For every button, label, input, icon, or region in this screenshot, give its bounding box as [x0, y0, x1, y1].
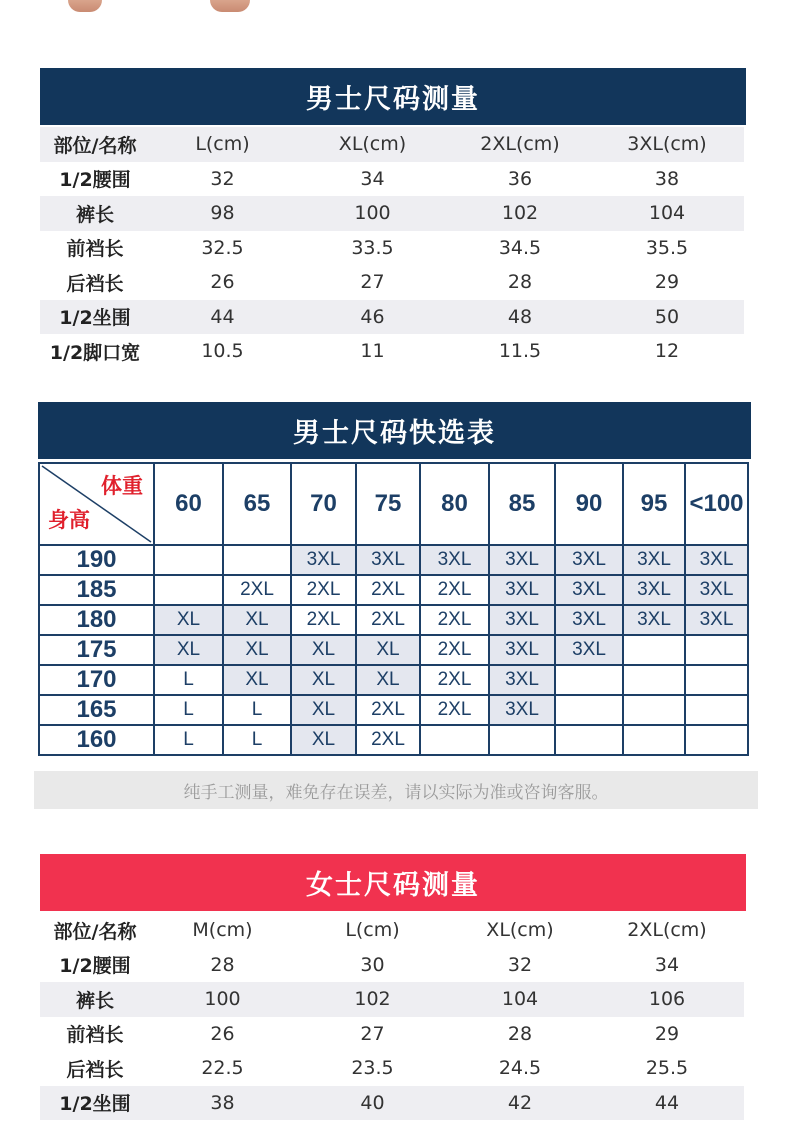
size-cell: 3XL: [291, 545, 356, 575]
table-cell: 48: [507, 305, 533, 328]
size-cell: 2XL: [420, 665, 489, 695]
size-cell: 3XL: [356, 545, 420, 575]
row-label: 裤长: [75, 989, 114, 1012]
table-cell: 33.5: [351, 236, 394, 259]
height-cell: 180: [39, 605, 154, 635]
size-cell: XL: [356, 665, 420, 695]
row-label: 1/2脚口宽: [49, 341, 141, 364]
table-cell: 11.5: [498, 340, 542, 363]
size-cell: XL: [223, 605, 291, 635]
table-cell: 36: [507, 167, 533, 190]
size-cell: XL: [356, 635, 420, 665]
size-cell: [489, 725, 555, 755]
size-cell: XL: [291, 695, 356, 725]
table-cell: 34: [360, 167, 385, 190]
size-cell: [623, 725, 685, 755]
height-row: [39, 695, 748, 725]
weight-header: 85: [489, 463, 555, 545]
height-row: [39, 605, 748, 635]
size-cell: 2XL: [356, 575, 420, 605]
table-cell: 104: [501, 988, 539, 1011]
height-row: [39, 575, 748, 605]
table-cell: 27: [360, 271, 385, 294]
size-cell: 3XL: [685, 605, 748, 635]
table-cell: 34.5: [498, 236, 542, 259]
size-cell: 3XL: [555, 605, 623, 635]
height-cell: 185: [39, 575, 154, 605]
table-cell: 28: [507, 271, 533, 294]
table-cell: 102: [354, 988, 391, 1011]
table-cell: 42: [507, 1091, 533, 1114]
size-cell: 3XL: [489, 545, 555, 575]
mens-measure-table: [40, 127, 744, 369]
table-cell: 100: [204, 988, 241, 1011]
mens-measure-title: 男士尺码测量: [40, 68, 746, 125]
mens-quick-table: [38, 462, 749, 756]
table-cell: 29: [654, 1022, 680, 1045]
row-label: 前裆长: [66, 238, 124, 261]
weight-header: 75: [356, 463, 420, 545]
size-cell: 2XL: [223, 575, 291, 605]
size-cell: 3XL: [555, 575, 623, 605]
size-cell: XL: [291, 665, 356, 695]
size-cell: L: [223, 725, 291, 755]
size-cell: [555, 665, 623, 695]
header-cell: 2XL(cm): [627, 919, 707, 942]
size-cell: 3XL: [489, 575, 555, 605]
table-row: [40, 265, 744, 300]
size-cell: [623, 665, 685, 695]
table-cell: 38: [654, 167, 680, 190]
weight-header: 65: [223, 463, 291, 545]
table-row: [40, 1017, 744, 1052]
row-label: 1/2坐围: [59, 1093, 131, 1116]
corner-cell: [39, 463, 154, 545]
table-cell: 22.5: [201, 1057, 244, 1080]
table-row: [40, 1086, 744, 1121]
height-cell: 190: [39, 545, 154, 575]
womens-measure-title: 女士尺码测量: [40, 854, 746, 911]
table-cell: 23.5: [351, 1057, 394, 1080]
size-cell: [623, 695, 685, 725]
table-cell: 104: [648, 202, 686, 225]
table-row: [40, 334, 744, 369]
table-cell: 10.5: [201, 340, 244, 363]
foot-image: [68, 0, 102, 12]
table-cell: 32.5: [201, 236, 244, 259]
weight-header: 95: [623, 463, 685, 545]
table-cell: 98: [210, 202, 235, 225]
size-cell: 3XL: [489, 665, 555, 695]
height-label: 身高: [48, 509, 90, 532]
table-row: [40, 982, 744, 1017]
size-cell: 3XL: [555, 545, 623, 575]
size-cell: XL: [154, 635, 223, 665]
table-cell: 50: [654, 305, 680, 328]
weight-header: 90: [555, 463, 623, 545]
size-cell: [154, 575, 223, 605]
height-row: [39, 665, 748, 695]
size-cell: 3XL: [489, 605, 555, 635]
height-cell: 160: [39, 725, 154, 755]
row-label: 1/2坐围: [59, 307, 131, 330]
size-cell: XL: [154, 605, 223, 635]
size-cell: 2XL: [291, 605, 356, 635]
size-cell: L: [154, 695, 223, 725]
table-cell: 26: [210, 1022, 235, 1045]
height-cell: 170: [39, 665, 154, 695]
row-label: 1/2腰围: [59, 955, 131, 978]
size-cell: 3XL: [555, 635, 623, 665]
size-cell: [623, 635, 685, 665]
size-cell: [555, 725, 623, 755]
size-cell: L: [154, 725, 223, 755]
size-cell: [685, 725, 748, 755]
row-label: 前裆长: [66, 1024, 124, 1047]
table-row: [40, 1051, 744, 1086]
size-cell: L: [223, 695, 291, 725]
size-cell: 2XL: [291, 575, 356, 605]
table-cell: 30: [360, 953, 385, 976]
size-cell: 2XL: [356, 695, 420, 725]
size-cell: 2XL: [356, 605, 420, 635]
size-cell: XL: [223, 665, 291, 695]
table-cell: 28: [507, 1022, 533, 1045]
size-cell: [685, 635, 748, 665]
size-cell: 3XL: [623, 605, 685, 635]
table-cell: 106: [648, 988, 686, 1011]
header-cell: L(cm): [345, 919, 400, 942]
row-label: 1/2腰围: [59, 169, 131, 192]
weight-header: 80: [420, 463, 489, 545]
table-cell: 44: [210, 305, 235, 328]
table-row: [40, 162, 744, 197]
table-cell: 25.5: [645, 1057, 689, 1080]
table-cell: 100: [354, 202, 391, 225]
table-row: [40, 948, 744, 983]
womens-measure-table: [40, 913, 744, 1120]
size-cell: XL: [291, 635, 356, 665]
header-cell: L(cm): [195, 133, 250, 156]
header-cell: 部位/名称: [53, 920, 137, 943]
height-cell: 175: [39, 635, 154, 665]
size-cell: L: [154, 665, 223, 695]
table-header-row: [40, 913, 744, 948]
table-cell: 44: [654, 1091, 680, 1114]
size-cell: [420, 725, 489, 755]
size-cell: [685, 665, 748, 695]
size-cell: [223, 545, 291, 575]
table-cell: 102: [501, 202, 539, 225]
table-cell: 26: [210, 271, 235, 294]
height-row: [39, 545, 748, 575]
size-cell: XL: [223, 635, 291, 665]
size-cell: 2XL: [420, 695, 489, 725]
size-cell: [685, 695, 748, 725]
table-cell: 29: [654, 271, 680, 294]
weight-header-row: [39, 463, 748, 545]
table-cell: 12: [654, 340, 680, 363]
table-row: [40, 300, 744, 335]
size-cell: 3XL: [489, 695, 555, 725]
size-cell: 3XL: [489, 635, 555, 665]
row-label: 后裆长: [66, 272, 124, 295]
table-cell: 32: [210, 167, 235, 190]
height-cell: 165: [39, 695, 154, 725]
size-cell: XL: [291, 725, 356, 755]
table-cell: 35.5: [645, 236, 689, 259]
table-cell: 38: [210, 1091, 235, 1114]
header-cell: XL(cm): [486, 919, 554, 942]
weight-header: 70: [291, 463, 356, 545]
height-row: [39, 725, 748, 755]
size-cell: 2XL: [356, 725, 420, 755]
height-row: [39, 635, 748, 665]
table-row: [40, 196, 744, 231]
size-cell: 2XL: [420, 575, 489, 605]
table-cell: 40: [360, 1091, 385, 1114]
size-cell: 3XL: [420, 545, 489, 575]
table-cell: 27: [360, 1022, 385, 1045]
row-label: 后裆长: [66, 1058, 124, 1081]
header-cell: M(cm): [192, 919, 253, 942]
table-cell: 28: [210, 953, 235, 976]
size-cell: 2XL: [420, 635, 489, 665]
weight-header: 60: [154, 463, 223, 545]
size-cell: 3XL: [685, 545, 748, 575]
size-cell: 2XL: [420, 605, 489, 635]
product-photo-feet: [60, 0, 290, 16]
measurement-note: 纯手工测量，难免存在误差，请以实际为准或咨询客服。: [34, 771, 758, 809]
header-cell: 3XL(cm): [627, 133, 707, 156]
row-label: 裤长: [75, 203, 114, 226]
table-cell: 32: [507, 953, 533, 976]
foot-image: [210, 0, 250, 12]
size-cell: 3XL: [623, 545, 685, 575]
table-cell: 46: [360, 305, 385, 328]
header-cell: XL(cm): [338, 133, 407, 156]
mens-quick-title: 男士尺码快选表: [38, 402, 751, 459]
size-cell: [555, 695, 623, 725]
header-cell: 部位/名称: [53, 134, 137, 157]
table-header-row: [40, 127, 744, 162]
size-cell: 3XL: [685, 575, 748, 605]
size-cell: [154, 545, 223, 575]
weight-header: <100: [685, 463, 748, 545]
header-cell: 2XL(cm): [480, 133, 560, 156]
weight-label: 体重: [101, 475, 143, 498]
table-cell: 34: [654, 953, 680, 976]
size-cell: 3XL: [623, 575, 685, 605]
table-row: [40, 231, 744, 266]
table-cell: 11: [360, 340, 385, 363]
table-cell: 24.5: [498, 1057, 542, 1080]
